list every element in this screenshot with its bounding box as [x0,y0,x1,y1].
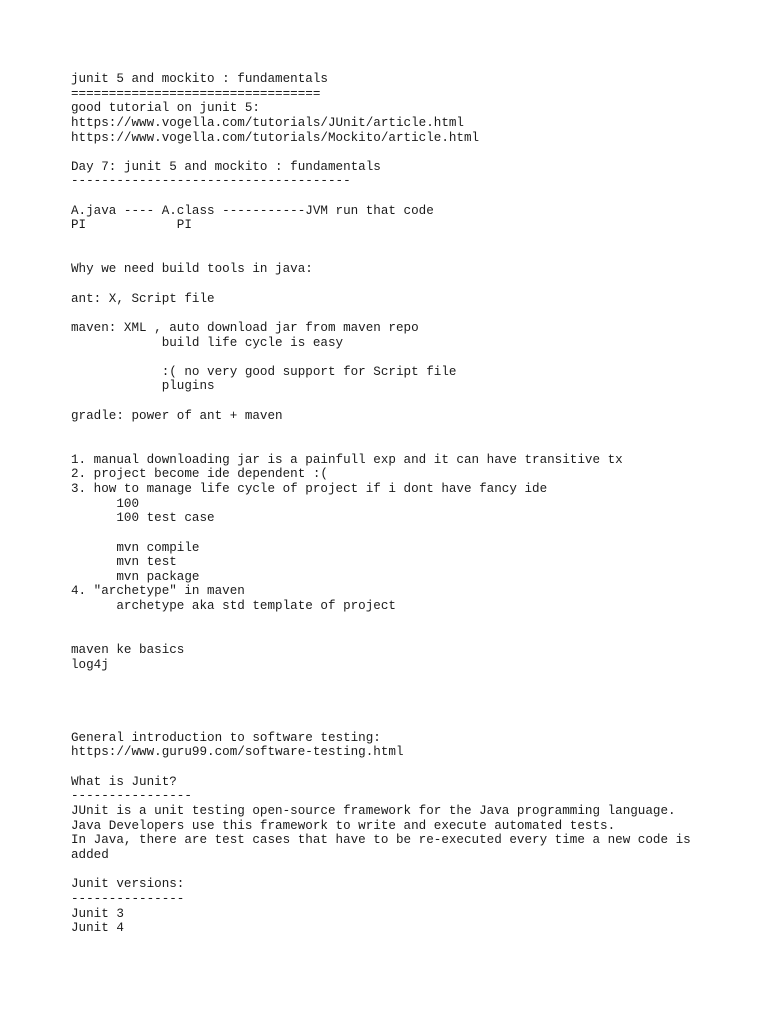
document-line: build life cycle is easy [71,335,344,350]
document-line: PI PI [71,218,192,233]
document-line: junit 5 and mockito : fundamentals [71,72,328,86]
document-line [71,306,751,321]
document-line: mvn test [71,555,177,570]
document-line: ant: X, Script file [71,291,215,306]
document-line [71,702,751,717]
document-line [71,526,751,541]
document-line: Why we need build tools in java: [71,262,313,277]
document-line [71,350,751,365]
document-line: 100 [71,496,140,511]
document-line: ================================= [71,86,321,101]
document-line: mvn package [71,569,200,584]
document-line: 3. how to manage life cycle of project if i dont have fancy ide [71,481,548,496]
document-line: Java Developers use this framework to write and execute automated tests. [71,818,616,833]
document-line [71,863,751,878]
document-line: Day 7: junit 5 and mockito : fundamentals [71,159,381,174]
document-line [71,423,751,438]
document-text [71,72,751,936]
document-line: In Java, there are test cases that have to be re-executed every time a new code is [71,833,691,848]
document-line: good tutorial on junit 5: [71,101,260,116]
document-line [71,233,751,248]
document-line [71,438,751,453]
document-line: Junit 4 [71,921,124,936]
document-line: Junit versions: [71,877,185,892]
document-line: 1. manual downloading jar is a painfull exp and it can have transitive tx [71,452,623,467]
document-line [71,189,751,204]
document-line: ---------------- [71,789,192,804]
document-line [71,248,751,263]
document-line [71,672,751,687]
document-line: General introduction to software testing: [71,730,381,745]
document-line: :( no very good support for Script file [71,364,457,379]
document-line: ------------------------------------- [71,174,351,189]
document-line [71,628,751,643]
document-line: JUnit is a unit testing open-source framework for the Java programming language. [71,804,676,819]
document-line: https://www.guru99.com/software-testing.html [71,745,404,760]
document-line [71,277,751,292]
document-line [71,687,751,702]
document-line: added [71,847,109,862]
document-line: archetype aka std template of project [71,599,396,614]
document-line: plugins [71,379,215,394]
document-line: Junit 3 [71,906,124,921]
document-line: 2. project become ide dependent :( [71,467,328,482]
document-line: 100 test case [71,511,215,526]
document-line [71,716,751,731]
document-line: log4j [71,657,109,672]
document-line: maven: XML , auto download jar from maven repo [71,320,419,335]
document-line [71,394,751,409]
document-line: mvn compile [71,540,200,555]
document-line: What is Junit? [71,774,177,789]
document-line: --------------- [71,891,185,906]
document-line: gradle: power of ant + maven [71,408,283,423]
document-line [71,760,751,775]
document-line: 4. "archetype" in maven [71,584,245,599]
document-line [71,614,751,629]
document-line: maven ke basics [71,642,185,657]
document-line: https://www.vogella.com/tutorials/JUnit/article.html [71,115,464,130]
document-line [71,145,751,160]
document-line: A.java ---- A.class -----------JVM run that code [71,203,434,218]
document-line: https://www.vogella.com/tutorials/Mockito/article.html [71,130,480,145]
